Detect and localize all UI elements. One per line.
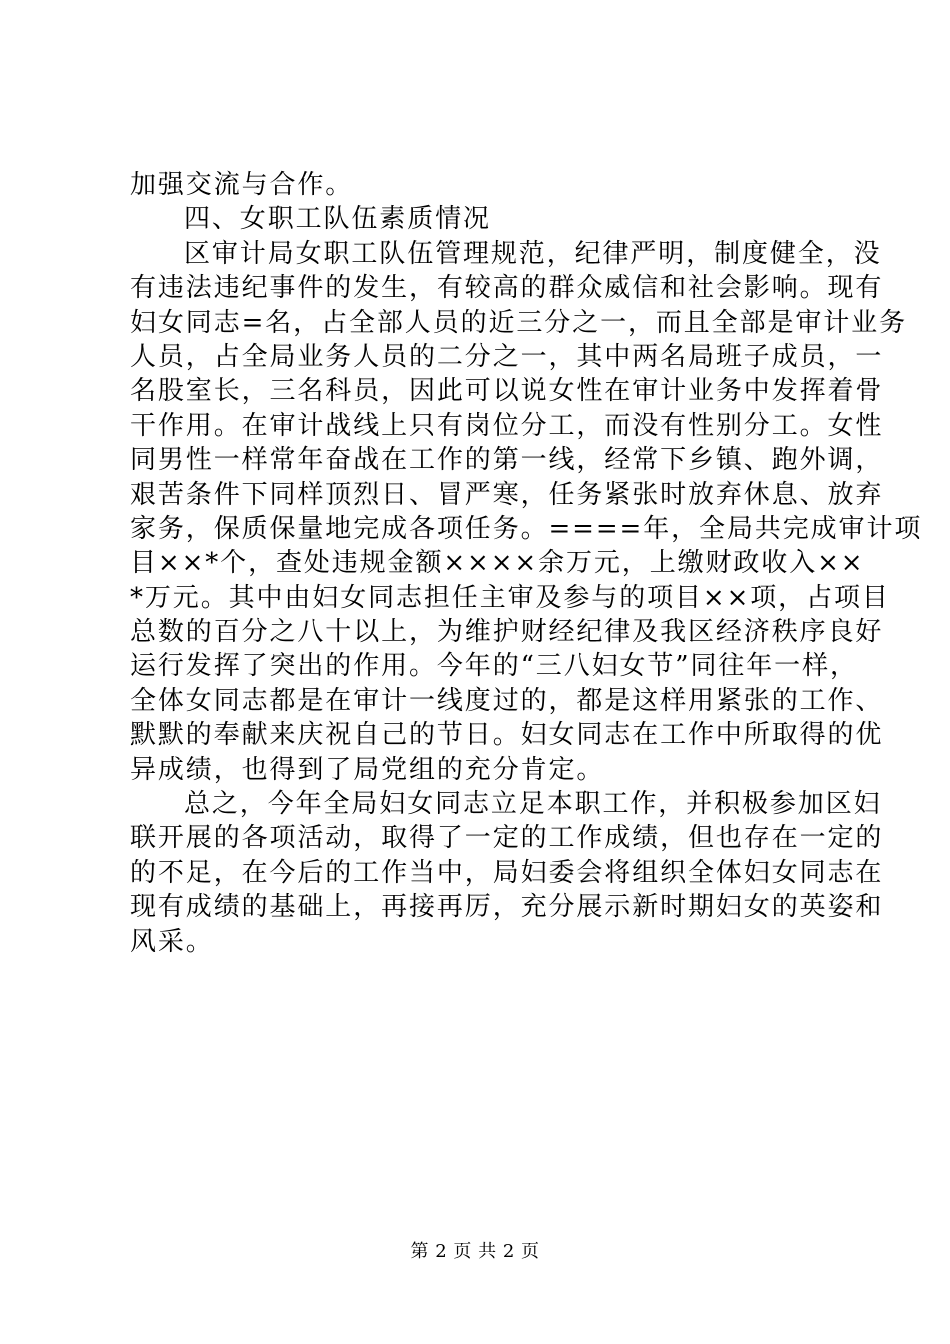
text-line: 区审计局女职工队伍管理规范，纪律严明，制度健全，没 [184, 238, 882, 269]
text-line: *万元。其中由妇女同志担任主审及参与的项目××项，占项目 [130, 582, 890, 613]
page-number-footer: 第 2 页 共 2 页 [410, 1241, 540, 1262]
text-line: 风采。 [130, 926, 214, 957]
text-line: 现有成绩的基础上，再接再厉，充分展示新时期妇女的英姿和 [130, 892, 884, 923]
text-line: 目××*个，查处违规金额××××余万元，上缴财政收入×× [130, 548, 865, 579]
text-line: 名股室长，三名科员，因此可以说女性在审计业务中发挥着骨 [130, 376, 884, 407]
text-line: 同男性一样常年奋战在工作的第一线，经常下乡镇、跑外调， [130, 445, 884, 476]
document-body [130, 168, 923, 959]
text-line: 运行发挥了突出的作用。今年的“三八妇女节”同往年一样， [130, 651, 858, 682]
text-line: 加强交流与合作。 [130, 170, 354, 200]
text-line: 艰苦条件下同样顶烈日、冒严寒，任务紧张时放弃休息、放弃 [130, 479, 884, 510]
text-line: 干作用。在审计战线上只有岗位分工，而没有性别分工。女性 [130, 410, 884, 441]
text-line: 有违法违纪事件的发生，有较高的群众威信和社会影响。现有 [130, 273, 884, 304]
text-line: 联开展的各项活动，取得了一定的工作成绩，但也存在一定的 [130, 823, 884, 854]
text-line: 默默的奉献来庆祝自己的节日。妇女同志在工作中所取得的优 [130, 720, 884, 751]
text-line: 的不足，在今后的工作当中，局妇委会将组织全体妇女同志在 [130, 857, 884, 888]
text-line: 妇女同志=名，占全部人员的近三分之一，而且全部是审计业务 [130, 307, 907, 338]
text-line: 总数的百分之八十以上，为维护财经纪律及我区经济秩序良好 [130, 617, 884, 648]
section-heading: 四、女职工队伍素质情况 [184, 204, 491, 235]
text-line: 家务，保质保量地完成各项任务。====年，全局共完成审计项 [130, 513, 923, 544]
text-line: 异成绩，也得到了局党组的充分肯定。 [130, 754, 605, 785]
text-line: 总之，今年全局妇女同志立足本职工作，并积极参加区妇 [184, 789, 882, 820]
text-line: 人员，占全局业务人员的二分之一，其中两名局班子成员，一 [130, 341, 884, 372]
text-line: 全体女同志都是在审计一线度过的，都是这样用紧张的工作、 [130, 685, 884, 716]
